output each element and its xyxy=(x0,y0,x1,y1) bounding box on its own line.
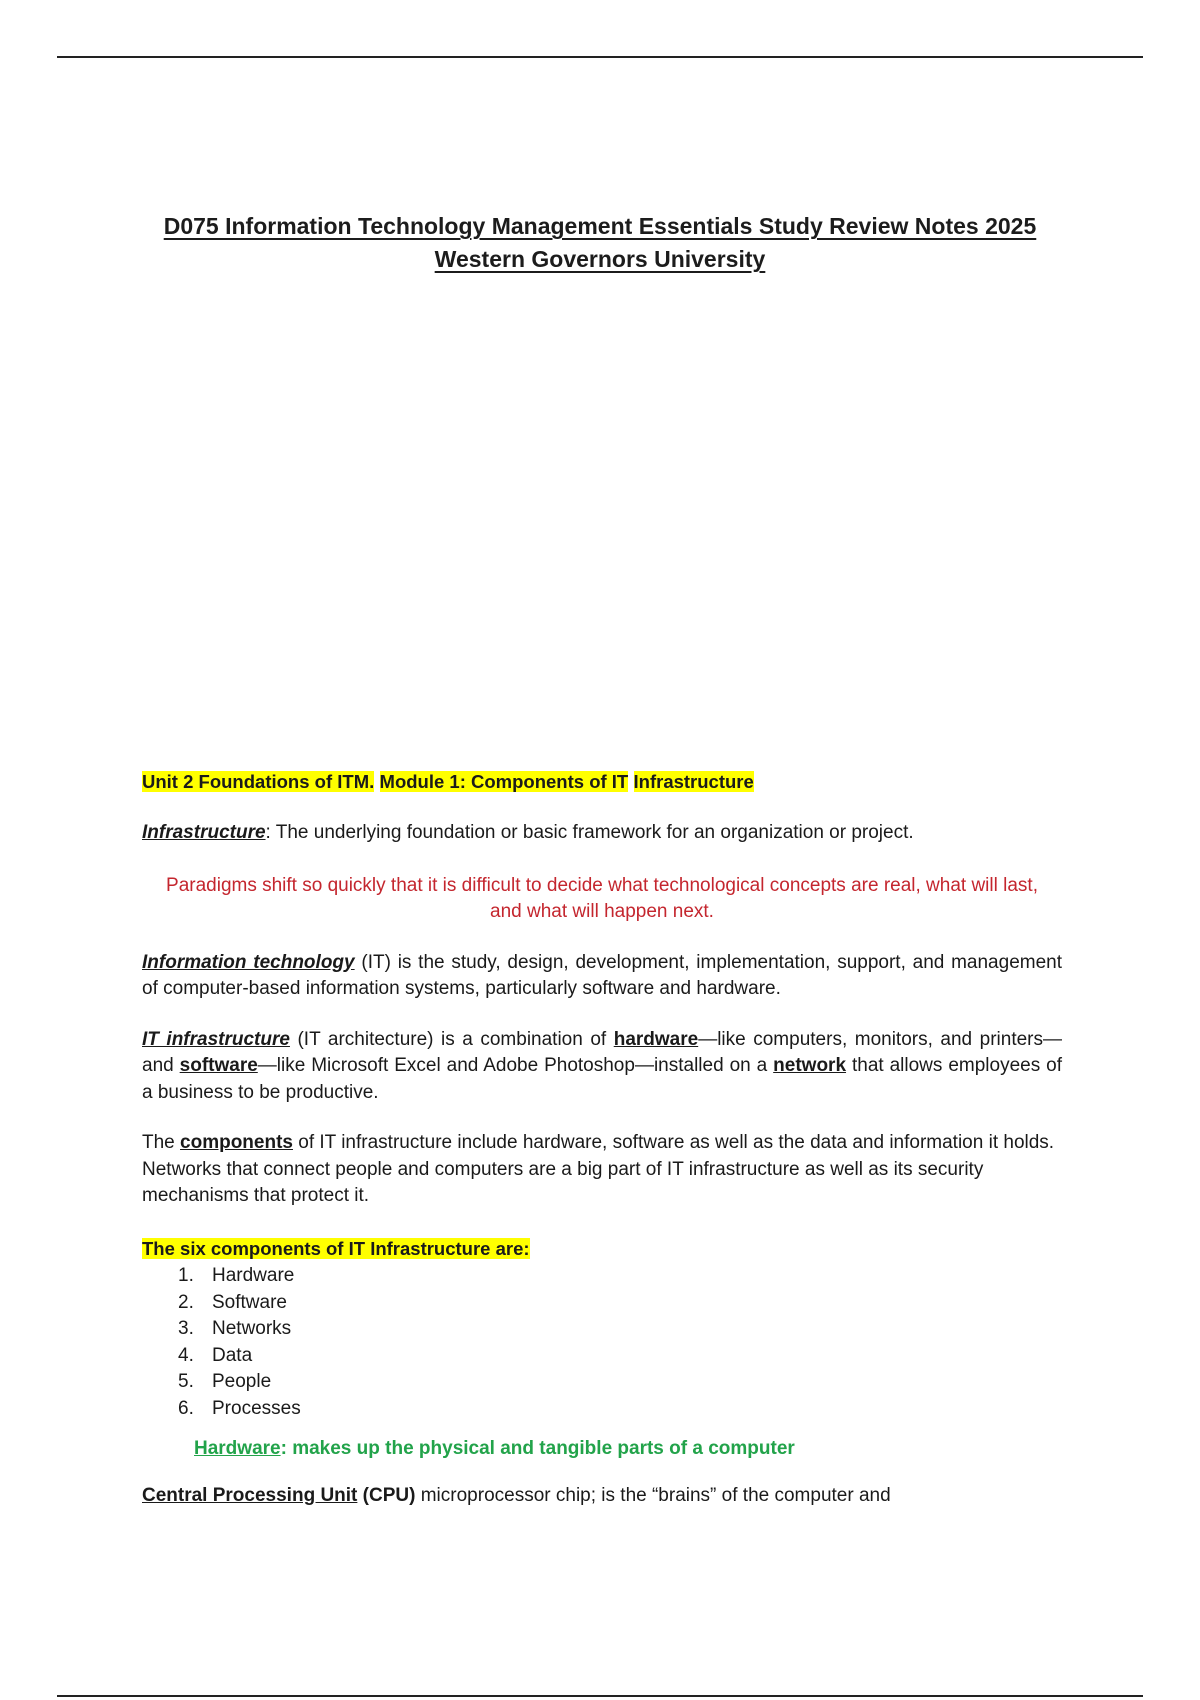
top-divider xyxy=(57,56,1143,58)
it-infrastructure-text-4: that allows employees of a business to be productive. xyxy=(142,1055,1062,1103)
paradigm-quote: Paradigms shift so quickly that it is difficult to decide what technological concepts are real, what will last, and what will happen next. xyxy=(166,874,1038,922)
it-infrastructure-text-1: (IT architecture) is a combination of xyxy=(289,1028,614,1050)
components-lead: The xyxy=(142,1132,181,1153)
list-item-number: 1. xyxy=(178,1265,194,1286)
hardware-definition-text: : makes up the physical and tangible parts of a computer xyxy=(280,1438,795,1459)
it-infrastructure-definition xyxy=(142,1027,1062,1107)
components-paragraph xyxy=(142,1130,1062,1210)
cpu-definition xyxy=(142,1483,1062,1510)
page-title xyxy=(100,210,1100,276)
network-term: network xyxy=(773,1055,847,1076)
unit-heading xyxy=(142,768,762,796)
list-item-number: 3. xyxy=(178,1318,194,1339)
unit-heading-part3: Infrastructure xyxy=(633,771,754,792)
unit-heading-part1: Unit 2 Foundations of ITM. xyxy=(142,771,375,792)
unit-heading-part2: Module 1: Components of IT xyxy=(379,771,629,792)
hardware-definition xyxy=(194,1436,1062,1463)
list-item xyxy=(178,1369,1062,1396)
list-item xyxy=(178,1396,1062,1423)
it-infrastructure-text-3: —like Microsoft Excel and Adobe Photoshop—installed on a xyxy=(257,1055,774,1076)
document-body xyxy=(142,768,1062,1509)
cpu-text: microprocessor chip; is the “brains” of the computer and xyxy=(415,1484,891,1506)
list-item xyxy=(178,1316,1062,1343)
list-item xyxy=(178,1290,1062,1317)
six-components-heading xyxy=(142,1236,1062,1264)
list-item-number: 5. xyxy=(178,1371,194,1392)
list-item-label: Networks xyxy=(212,1318,292,1339)
information-technology-text: (IT) is the study, design, development, implementation, support, and management of computer-based information systems, particularly software and hardware. xyxy=(142,951,1062,999)
infrastructure-definition xyxy=(142,820,1062,847)
cpu-term: Central Processing Unit xyxy=(142,1484,358,1506)
components-text: of IT infrastructure include hardware, software as well as the data and information it holds. Networks that connect people and computers are a big part of IT infrastructure as well as its security mechanisms that protect it. xyxy=(142,1132,1055,1206)
information-technology-term: Information technology xyxy=(142,951,355,973)
list-item-label: Software xyxy=(212,1291,287,1313)
list-item-number: 2. xyxy=(178,1291,194,1313)
list-item xyxy=(178,1263,1062,1290)
infrastructure-term: Infrastructure xyxy=(142,822,266,843)
list-item xyxy=(178,1343,1062,1370)
information-technology-definition xyxy=(142,950,1062,1003)
bottom-divider xyxy=(57,1695,1143,1697)
list-item-label: Hardware xyxy=(212,1265,295,1286)
list-item-label: Data xyxy=(212,1344,253,1366)
it-infrastructure-term: IT infrastructure xyxy=(142,1028,290,1050)
hardware-term: hardware xyxy=(613,1028,699,1050)
list-item-number: 4. xyxy=(178,1344,194,1366)
six-components-heading-text: The six components of IT Infrastructure are: xyxy=(142,1237,530,1259)
it-infrastructure-text-2: —like computers, monitors, and printers—and xyxy=(142,1028,1063,1076)
infrastructure-text: : The underlying foundation or basic framework for an organization or project. xyxy=(265,822,914,843)
hardware-definition-term: Hardware xyxy=(194,1438,281,1459)
list-item-number: 6. xyxy=(178,1397,194,1419)
six-components-list xyxy=(142,1263,1062,1422)
list-item-label: Processes xyxy=(212,1397,301,1419)
software-term: software xyxy=(179,1055,258,1076)
cpu-abbr: (CPU) xyxy=(362,1484,416,1506)
title-line-1: D075 Information Technology Management Essentials Study Review Notes 2025 xyxy=(163,213,1037,239)
components-term: components xyxy=(180,1132,293,1153)
title-line-2: Western Governors University xyxy=(434,246,766,272)
list-item-label: People xyxy=(212,1371,272,1392)
